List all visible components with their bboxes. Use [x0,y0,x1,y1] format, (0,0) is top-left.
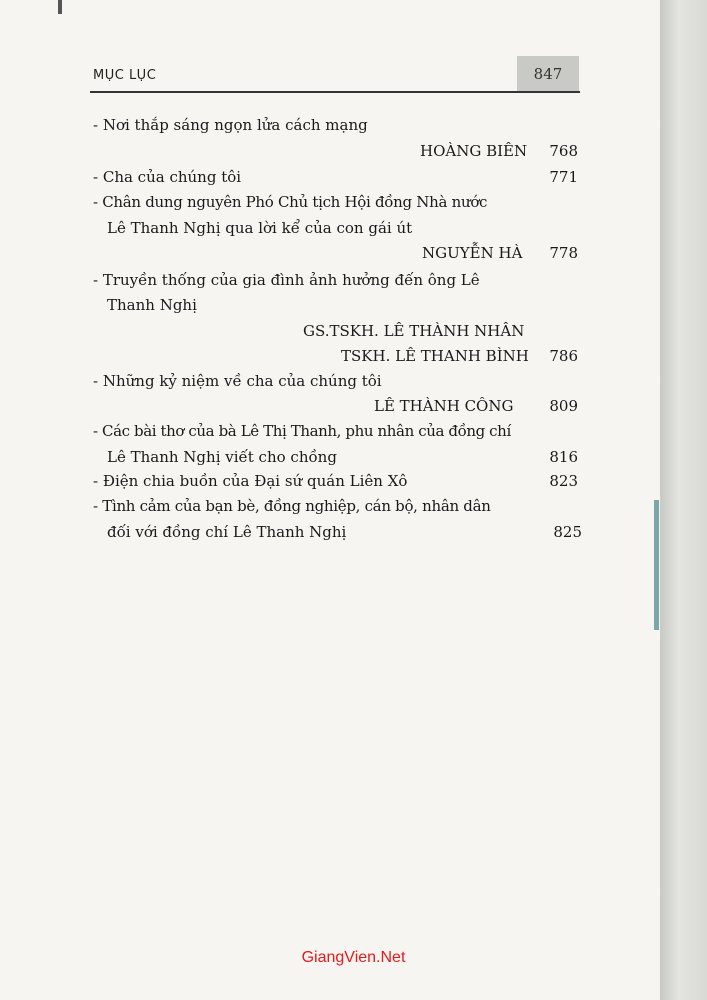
toc-entry-page: 778 [549,244,578,262]
toc-entry-title: - Nơi thắp sáng ngọn lửa cách mạng [93,116,368,134]
toc-entry-title-cont: đối với đồng chí Lê Thanh Nghị [107,523,347,541]
toc-entry-page: 768 [549,142,578,160]
toc-entry-page: 823 [549,472,578,490]
toc-entry-author: TSKH. LÊ THANH BÌNH [341,347,529,365]
toc-entry-title: - Điện chia buồn của Đại sứ quán Liên Xô [93,472,408,490]
toc-entry-author: HOÀNG BIÊN [420,142,528,160]
toc-entry-title-cont: Lê Thanh Nghị viết cho chồng [107,448,337,466]
toc-entry-page: 771 [549,168,578,186]
toc-entry-author: LÊ THÀNH CÔNG [374,397,514,415]
page-edge [660,0,707,1000]
toc-entry-page: 786 [549,347,578,365]
toc-entry-title-cont: Thanh Nghị [107,296,197,314]
toc-entry-author: NGUYỄN HÀ [422,244,523,262]
toc-entry-title: - Truyền thống của gia đình ảnh hưởng đến ông Lê [93,271,480,289]
toc-entry-page: 816 [549,448,578,466]
toc-entry-title-cont: Lê Thanh Nghị qua lời kể của con gái út [107,219,413,237]
toc-entry-title: - Các bài thơ của bà Lê Thị Thanh, phu nhân của đồng chí [93,422,511,440]
toc-entry-title: - Tình cảm của bạn bè, đồng nghiệp, cán bộ, nhân dân [93,497,491,515]
toc-entry-page: 809 [549,397,578,415]
watermark: GiangVien.Net [301,949,406,966]
section-title: MỤC LỤC [93,68,157,83]
toc-entry-title: - Chân dung nguyên Phó Chủ tịch Hội đồng Nhà nước [93,193,488,211]
toc-entry-title: - Những kỷ niệm về cha của chúng tôi [93,372,382,390]
toc-entry-author: GS.TSKH. LÊ THÀNH NHÂN [303,322,525,340]
toc-entry-title: - Cha của chúng tôi [93,168,242,186]
toc-entry-page: 825 [553,523,582,541]
page-number: 847 [517,56,579,92]
